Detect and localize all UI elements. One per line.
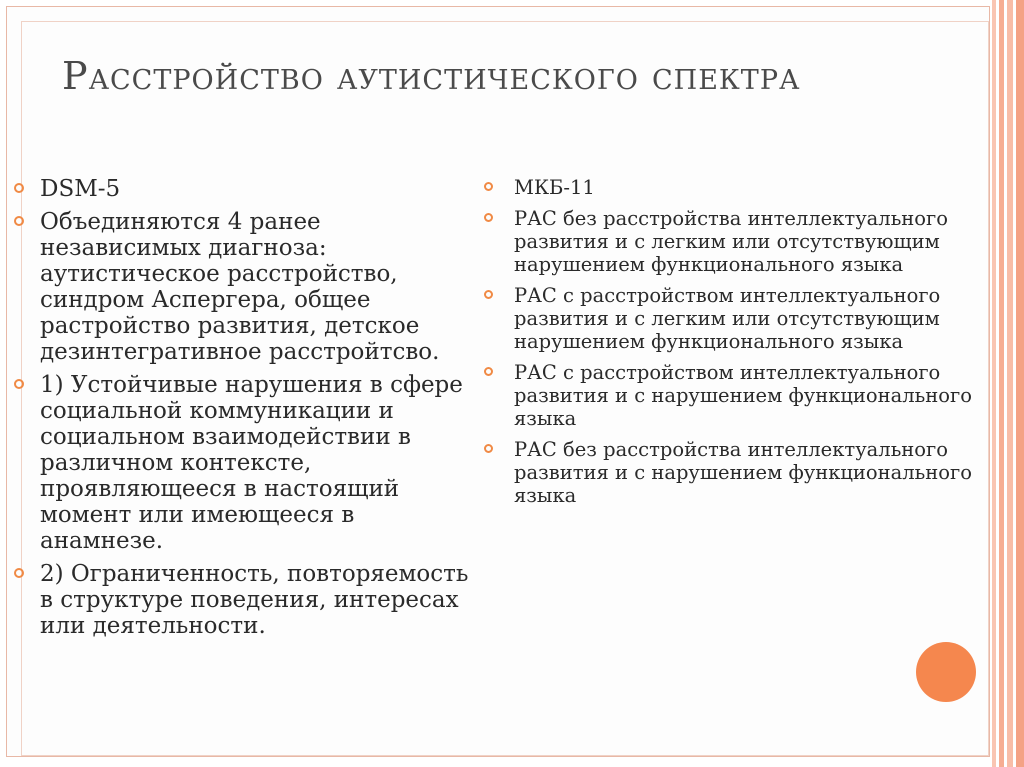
stripe bbox=[992, 0, 996, 767]
stripe bbox=[1016, 0, 1024, 767]
list-item-text: РАС с расстройством интеллектуального развития и с легким или отсутствующим нарушением функционального языка bbox=[514, 284, 941, 353]
stripe bbox=[1007, 0, 1013, 767]
icd11-list bbox=[482, 176, 972, 515]
list-item-text: Объединяются 4 ранее независимых диагноза: аутистическое расстройство, синдром Аспергера, общее растройство развития, детское дезинтегративное расстройтсво. bbox=[40, 209, 440, 365]
list-item bbox=[482, 438, 972, 507]
list-item-text: 1) Устойчивые нарушения в сфере социальной коммуникации и социальном взаимодействии в различном контексте, проявляющееся в настоящий момент или имеющееся в анамнезе. bbox=[40, 372, 463, 554]
list-item bbox=[12, 372, 482, 554]
list-item bbox=[12, 561, 482, 639]
list-item-text: DSM-5 bbox=[40, 176, 121, 202]
ring-bullet-icon bbox=[14, 216, 24, 226]
list-item bbox=[482, 284, 972, 353]
decorative-circle-icon bbox=[916, 642, 976, 702]
list-item bbox=[482, 207, 972, 276]
ring-bullet-icon bbox=[484, 182, 493, 191]
list-item bbox=[12, 209, 482, 365]
list-item bbox=[482, 361, 972, 430]
list-item bbox=[12, 176, 482, 202]
ring-bullet-icon bbox=[14, 379, 24, 389]
slide-title: Расстройство аутистического спектра bbox=[62, 54, 801, 98]
list-item-text: РАС с расстройством интеллектуального развития и с нарушением функционального языка bbox=[514, 361, 972, 430]
dsm5-list bbox=[12, 176, 482, 646]
list-item bbox=[482, 176, 972, 199]
list-item-text: МКБ-11 bbox=[514, 176, 595, 199]
stripe bbox=[999, 0, 1004, 767]
ring-bullet-icon bbox=[14, 568, 24, 578]
list-item-text: РАС без расстройства интеллектуального развития и с нарушением функционального языка bbox=[514, 438, 972, 507]
list-item-text: 2) Ограниченность, повторяемость в структуре поведения, интересах или деятельности. bbox=[40, 561, 469, 639]
ring-bullet-icon bbox=[14, 183, 24, 193]
ring-bullet-icon bbox=[484, 367, 493, 376]
ring-bullet-icon bbox=[484, 290, 493, 299]
decorative-stripes bbox=[990, 0, 1024, 767]
ring-bullet-icon bbox=[484, 213, 493, 222]
list-item-text: РАС без расстройства интеллектуального развития и с легким или отсутствующим нарушением функционального языка bbox=[514, 207, 948, 276]
ring-bullet-icon bbox=[484, 444, 493, 453]
